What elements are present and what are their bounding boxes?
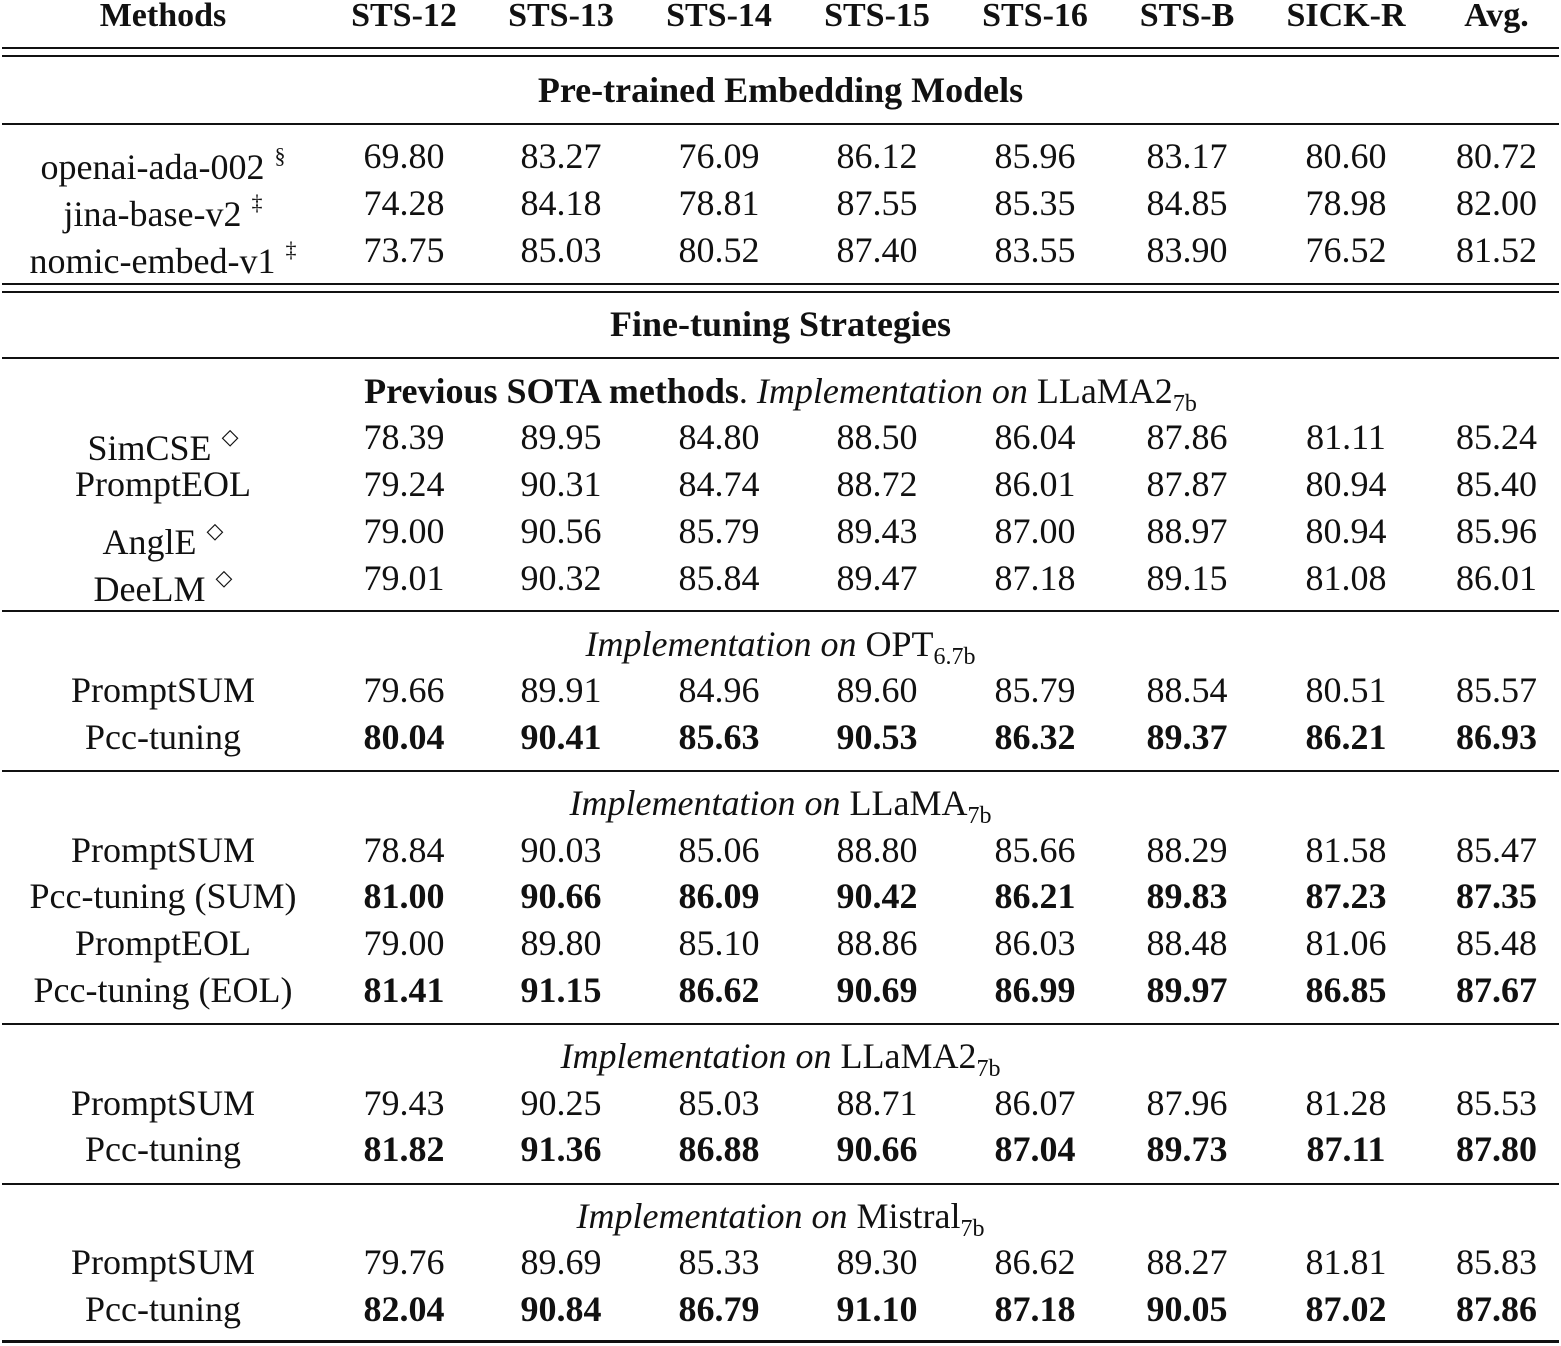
value-cell: 83.17	[1146, 136, 1228, 176]
method-name: PromptSUM	[70, 1242, 256, 1282]
method-name: openai-ada-002 §	[40, 143, 286, 187]
subsection-title-opt: Implementation on $OPT_{6.7b}$	[585, 624, 976, 670]
value-cell-best: 87.04	[994, 1129, 1076, 1169]
value-cell-best: 90.66	[520, 876, 602, 916]
value-cell: 88.29	[1146, 830, 1228, 870]
value-cell-best: 87.86	[1456, 1289, 1537, 1329]
method-name: Pcc-tuning	[85, 1289, 241, 1329]
value-cell: 90.03	[520, 830, 602, 870]
value-cell-best: 91.10	[836, 1289, 918, 1329]
value-cell: 85.84	[678, 558, 760, 598]
method-name: Pcc-tuning (EOL)	[33, 970, 293, 1010]
value-cell: 86.12	[836, 136, 918, 176]
value-cell: 85.79	[678, 511, 760, 551]
value-cell: 83.55	[994, 230, 1076, 270]
value-cell-best: 87.35	[1456, 876, 1537, 916]
value-cell: 86.04	[994, 417, 1076, 457]
value-cell-best: 81.00	[363, 876, 445, 916]
method-name: Pcc-tuning	[85, 1129, 241, 1169]
method-name: jina-base-v2 ‡	[63, 190, 263, 234]
value-cell: 85.53	[1456, 1083, 1537, 1123]
value-cell-best: 86.62	[678, 970, 760, 1010]
value-cell: 69.80	[363, 136, 445, 176]
bottom-rule	[2, 1340, 1559, 1343]
table-row	[0, 555, 1561, 609]
method-name: AnglE ◇	[102, 518, 224, 562]
value-cell: 87.00	[994, 511, 1076, 551]
header-sts16: STS-16	[982, 0, 1088, 34]
value-cell-best: 86.32	[994, 717, 1076, 757]
table-row	[0, 667, 1561, 713]
value-cell-best: 90.84	[520, 1289, 602, 1329]
value-cell: 76.52	[1305, 230, 1387, 270]
subsection-title-llama2: Implementation on $LLaMA2_{7b}$	[560, 1036, 1001, 1082]
value-cell: 84.80	[678, 417, 760, 457]
value-cell: 88.72	[836, 464, 918, 504]
table-row	[0, 920, 1561, 966]
method-name: PromptEOL	[75, 464, 251, 504]
double-rule-top	[2, 283, 1559, 285]
subsection-title-mistral: Implementation on Mistral$_{7b}$	[576, 1196, 985, 1242]
value-cell: 78.81	[678, 183, 760, 223]
value-cell: 84.96	[678, 670, 760, 710]
method-name: nomic-embed-v1 ‡	[29, 237, 297, 281]
value-cell: 85.10	[678, 923, 760, 963]
value-cell: 89.69	[520, 1242, 602, 1282]
table-row	[0, 873, 1561, 919]
value-cell: 79.01	[363, 558, 445, 598]
value-cell: 90.32	[520, 558, 602, 598]
rule-after-finetuning-title	[2, 357, 1559, 359]
table-row	[0, 967, 1561, 1013]
value-cell-best: 86.21	[1305, 717, 1387, 757]
value-cell: 79.24	[363, 464, 445, 504]
value-cell: 90.25	[520, 1083, 602, 1123]
value-cell: 81.08	[1305, 558, 1387, 598]
value-cell: 74.28	[363, 183, 445, 223]
value-cell-best: 81.82	[363, 1129, 445, 1169]
value-cell: 85.24	[1456, 417, 1537, 457]
subsection-title-sota	[0, 368, 1561, 417]
header-sts15: STS-15	[824, 0, 930, 34]
table-header	[0, 0, 1561, 39]
header-sts13: STS-13	[508, 0, 614, 34]
value-cell-best: 87.80	[1456, 1129, 1537, 1169]
value-cell: 81.52	[1456, 230, 1537, 270]
table-row	[0, 227, 1561, 281]
value-cell: 81.81	[1305, 1242, 1387, 1282]
value-cell: 85.48	[1456, 923, 1537, 963]
value-cell-best: 87.11	[1306, 1129, 1386, 1169]
header-stsb: STS-B	[1139, 0, 1235, 34]
value-cell: 86.01	[994, 464, 1076, 504]
value-cell: 86.07	[994, 1083, 1076, 1123]
method-name: PromptEOL	[75, 923, 251, 963]
value-cell: 87.96	[1146, 1083, 1228, 1123]
value-cell: 85.79	[994, 670, 1076, 710]
value-cell: 84.85	[1146, 183, 1228, 223]
value-cell-best: 81.41	[363, 970, 445, 1010]
value-cell: 80.52	[678, 230, 760, 270]
table-row	[0, 461, 1561, 507]
value-cell-best: 87.67	[1456, 970, 1537, 1010]
value-cell: 85.33	[678, 1242, 760, 1282]
value-cell-best: 80.04	[363, 717, 445, 757]
value-cell: 85.47	[1456, 830, 1537, 870]
sota-model-sub: 7b	[1172, 391, 1197, 417]
section-title-finetuning: Fine-tuning Strategies	[610, 304, 951, 344]
value-cell-best: 87.18	[994, 1289, 1076, 1329]
value-cell: 86.62	[994, 1242, 1076, 1282]
footnote-mark: ◇	[221, 424, 239, 449]
rule-after-llama2	[2, 1183, 1559, 1185]
value-cell: 85.83	[1456, 1242, 1537, 1282]
table-row	[0, 827, 1561, 873]
value-cell: 90.31	[520, 464, 602, 504]
rule-after-llama	[2, 1023, 1559, 1025]
value-cell: 88.80	[836, 830, 918, 870]
value-cell: 90.56	[520, 511, 602, 551]
value-cell: 80.51	[1305, 670, 1387, 710]
value-cell-best: 86.79	[678, 1289, 760, 1329]
table-row	[0, 508, 1561, 562]
header-methods: Methods	[99, 0, 227, 34]
value-cell: 81.11	[1306, 417, 1386, 457]
value-cell: 89.60	[836, 670, 918, 710]
rule-after-opt	[2, 770, 1559, 772]
rule-after-sota	[2, 610, 1559, 612]
value-cell: 88.27	[1146, 1242, 1228, 1282]
method-name: PromptSUM	[70, 670, 256, 710]
rule-after-pretrained-title	[2, 123, 1559, 125]
table-row	[0, 714, 1561, 760]
method-name: PromptSUM	[70, 830, 256, 870]
value-cell: 80.94	[1305, 464, 1387, 504]
value-cell-best: 85.63	[678, 717, 760, 757]
header-sts12: STS-12	[351, 0, 457, 34]
value-cell: 87.55	[836, 183, 918, 223]
footnote-mark: ◇	[206, 518, 224, 543]
table-row	[0, 133, 1561, 187]
value-cell-best: 91.15	[520, 970, 602, 1010]
value-cell: 79.43	[363, 1083, 445, 1123]
value-cell: 83.90	[1146, 230, 1228, 270]
value-cell: 84.74	[678, 464, 760, 504]
value-cell: 89.80	[520, 923, 602, 963]
value-cell: 85.57	[1456, 670, 1537, 710]
value-cell: 84.18	[520, 183, 602, 223]
value-cell-best: 91.36	[520, 1129, 602, 1169]
value-cell: 80.60	[1305, 136, 1387, 176]
double-rule-bottom	[2, 291, 1559, 293]
value-cell: 88.50	[836, 417, 918, 457]
value-cell: 87.87	[1146, 464, 1228, 504]
value-cell: 87.86	[1146, 417, 1228, 457]
method-name: PromptSUM	[70, 1083, 256, 1123]
value-cell: 76.09	[678, 136, 760, 176]
value-cell: 83.27	[520, 136, 602, 176]
value-cell: 79.66	[363, 670, 445, 710]
value-cell: 88.71	[836, 1083, 918, 1123]
subsection-title-llama: Implementation on LLaMA$_{7b}$	[569, 783, 992, 829]
value-cell-best: 90.66	[836, 1129, 918, 1169]
method-name: Pcc-tuning	[85, 717, 241, 757]
table-row	[0, 1126, 1561, 1172]
value-cell: 85.96	[1456, 511, 1537, 551]
value-cell-best: 89.97	[1146, 970, 1228, 1010]
value-cell: 89.15	[1146, 558, 1228, 598]
value-cell: 79.00	[363, 511, 445, 551]
header-sickr: SICK-R	[1286, 0, 1406, 34]
value-cell: 89.43	[836, 511, 918, 551]
value-cell: 86.01	[1456, 558, 1537, 598]
value-cell-best: 86.88	[678, 1129, 760, 1169]
value-cell-best: 89.37	[1146, 717, 1228, 757]
value-cell-best: 82.04	[363, 1289, 445, 1329]
value-cell-best: 90.41	[520, 717, 602, 757]
value-cell: 73.75	[363, 230, 445, 270]
value-cell: 78.84	[363, 830, 445, 870]
value-cell-best: 86.99	[994, 970, 1076, 1010]
value-cell: 89.47	[836, 558, 918, 598]
value-cell: 88.48	[1146, 923, 1228, 963]
value-cell-best: 90.53	[836, 717, 918, 757]
value-cell: 85.96	[994, 136, 1076, 176]
value-cell: 85.06	[678, 830, 760, 870]
value-cell-best: 86.85	[1305, 970, 1387, 1010]
value-cell-best: 90.42	[836, 876, 918, 916]
value-cell: 82.00	[1456, 183, 1537, 223]
table-row	[0, 1239, 1561, 1285]
header-sts14: STS-14	[666, 0, 772, 34]
double-rule-top	[2, 47, 1559, 49]
value-cell: 85.40	[1456, 464, 1537, 504]
table-row	[0, 1286, 1561, 1332]
double-rule-bottom	[2, 55, 1559, 57]
value-cell: 81.58	[1305, 830, 1387, 870]
value-cell: 81.28	[1305, 1083, 1387, 1123]
value-cell: 88.54	[1146, 670, 1228, 710]
value-cell: 85.03	[678, 1083, 760, 1123]
method-name: Pcc-tuning (SUM)	[29, 876, 297, 916]
value-cell: 81.06	[1305, 923, 1387, 963]
table-row	[0, 414, 1561, 468]
value-cell-best: 90.69	[836, 970, 918, 1010]
sota-title-sep: .	[738, 371, 757, 411]
sota-model: LLaMA2	[1036, 371, 1173, 411]
value-cell-best: 90.05	[1146, 1289, 1228, 1329]
table-row	[0, 1080, 1561, 1126]
value-cell: 86.03	[994, 923, 1076, 963]
value-cell: 89.91	[520, 670, 602, 710]
value-cell-best: 86.93	[1456, 717, 1537, 757]
footnote-mark: ◇	[215, 565, 233, 590]
value-cell-best: 86.21	[994, 876, 1076, 916]
value-cell: 89.30	[836, 1242, 918, 1282]
value-cell-best: 89.83	[1146, 876, 1228, 916]
method-name: SimCSE ◇	[87, 424, 239, 468]
value-cell: 87.40	[836, 230, 918, 270]
footnote-mark: ‡	[285, 237, 297, 262]
value-cell: 85.66	[994, 830, 1076, 870]
value-cell: 87.18	[994, 558, 1076, 598]
table-row	[0, 180, 1561, 234]
value-cell: 89.95	[520, 417, 602, 457]
value-cell-best: 86.09	[678, 876, 760, 916]
sota-title-bold: Previous SOTA methods	[364, 371, 739, 411]
value-cell: 88.97	[1146, 511, 1228, 551]
value-cell-best: 89.73	[1146, 1129, 1228, 1169]
footnote-mark: ‡	[251, 190, 263, 215]
value-cell: 85.03	[520, 230, 602, 270]
value-cell: 85.35	[994, 183, 1076, 223]
value-cell: 88.86	[836, 923, 918, 963]
sota-title-italic: Implementation on	[756, 371, 1028, 411]
section-title-pretrained: Pre-trained Embedding Models	[537, 70, 1024, 110]
value-cell: 78.39	[363, 417, 445, 457]
value-cell: 79.00	[363, 923, 445, 963]
method-name: DeeLM ◇	[93, 565, 233, 609]
value-cell: 79.76	[363, 1242, 445, 1282]
value-cell: 78.98	[1305, 183, 1387, 223]
footnote-mark: §	[274, 143, 286, 168]
value-cell: 80.94	[1305, 511, 1387, 551]
header-avg: Avg.	[1464, 0, 1529, 34]
value-cell-best: 87.23	[1305, 876, 1387, 916]
value-cell: 80.72	[1456, 136, 1537, 176]
value-cell-best: 87.02	[1305, 1289, 1387, 1329]
